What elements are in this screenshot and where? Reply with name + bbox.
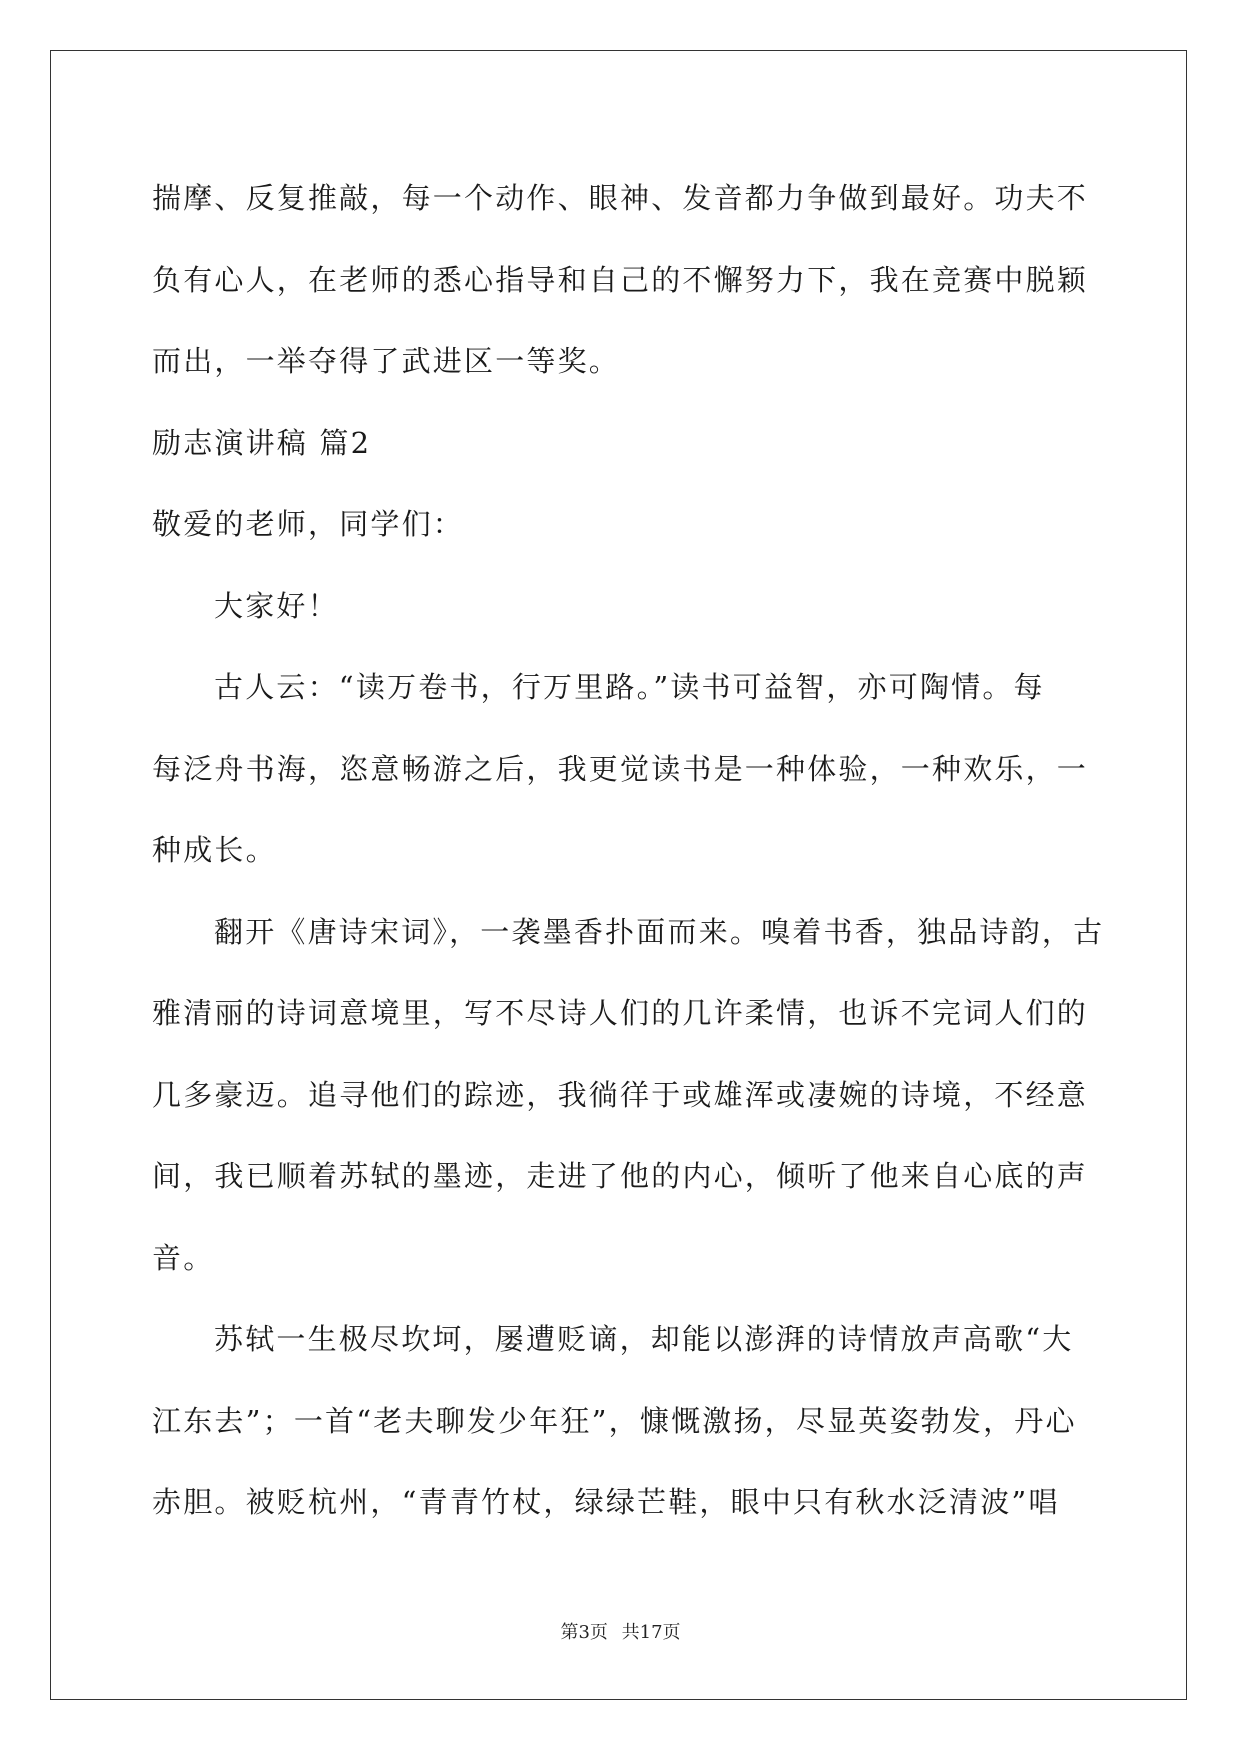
paragraph-line: 揣摩、反复推敲，每一个动作、眼神、发音都力争做到最好。功夫不 (152, 181, 1089, 215)
document-body (152, 158, 1105, 1544)
paragraph-line: 赤胆。被贬杭州，“青青竹杖，绿绿芒鞋，眼中只有秋水泛清波”唱 (152, 1485, 1060, 1519)
paragraph-line: 间，我已顺着苏轼的墨迹，走进了他的内心，倾听了他来自心底的声 (152, 1159, 1089, 1193)
paragraph-line: 古人云：“读万卷书，行万里路。”读书可益智，亦可陶情。每 (214, 670, 1045, 704)
paragraph-line: 几多豪迈。追寻他们的踪迹，我徜徉于或雄浑或凄婉的诗境，不经意 (152, 1077, 1089, 1112)
paragraph-line: 音。 (152, 1240, 215, 1275)
salutation: 敬爱的老师，同学们： (152, 507, 465, 541)
page-footer (0, 1618, 1241, 1644)
total-pages: 共17页 (621, 1622, 681, 1643)
paragraph-line: 负有心人，在老师的悉心指导和自己的不懈努力下，我在竞赛中脱颖 (152, 262, 1089, 297)
paragraph-line: 每泛舟书海，恣意畅游之后，我更觉读书是一种体验，一种欢乐，一 (152, 751, 1089, 786)
page-number: 第3页 (560, 1622, 608, 1643)
paragraph-line: 种成长。 (152, 833, 277, 867)
paragraph-line: 苏轼一生极尽坎坷，屡遭贬谪，却能以澎湃的诗情放声高歌“大 (214, 1322, 1074, 1356)
paragraph-line: 雅清丽的诗词意境里，写不尽诗人们的几许柔情，也诉不完词人们的 (152, 996, 1089, 1030)
paragraph-line: 而出，一举夺得了武进区一等奖。 (152, 344, 621, 378)
paragraph-line: 翻开《唐诗宋词》，一袭墨香扑面而来。嗅着书香，独品诗韵，古 (214, 914, 1105, 949)
section-heading: 励志演讲稿 篇2 (152, 425, 372, 460)
greeting: 大家好！ (214, 588, 339, 623)
paragraph-line: 江东去”；一首“老夫聊发少年狂”，慷慨激扬，尽显英姿勃发，丹心 (152, 1403, 1077, 1438)
